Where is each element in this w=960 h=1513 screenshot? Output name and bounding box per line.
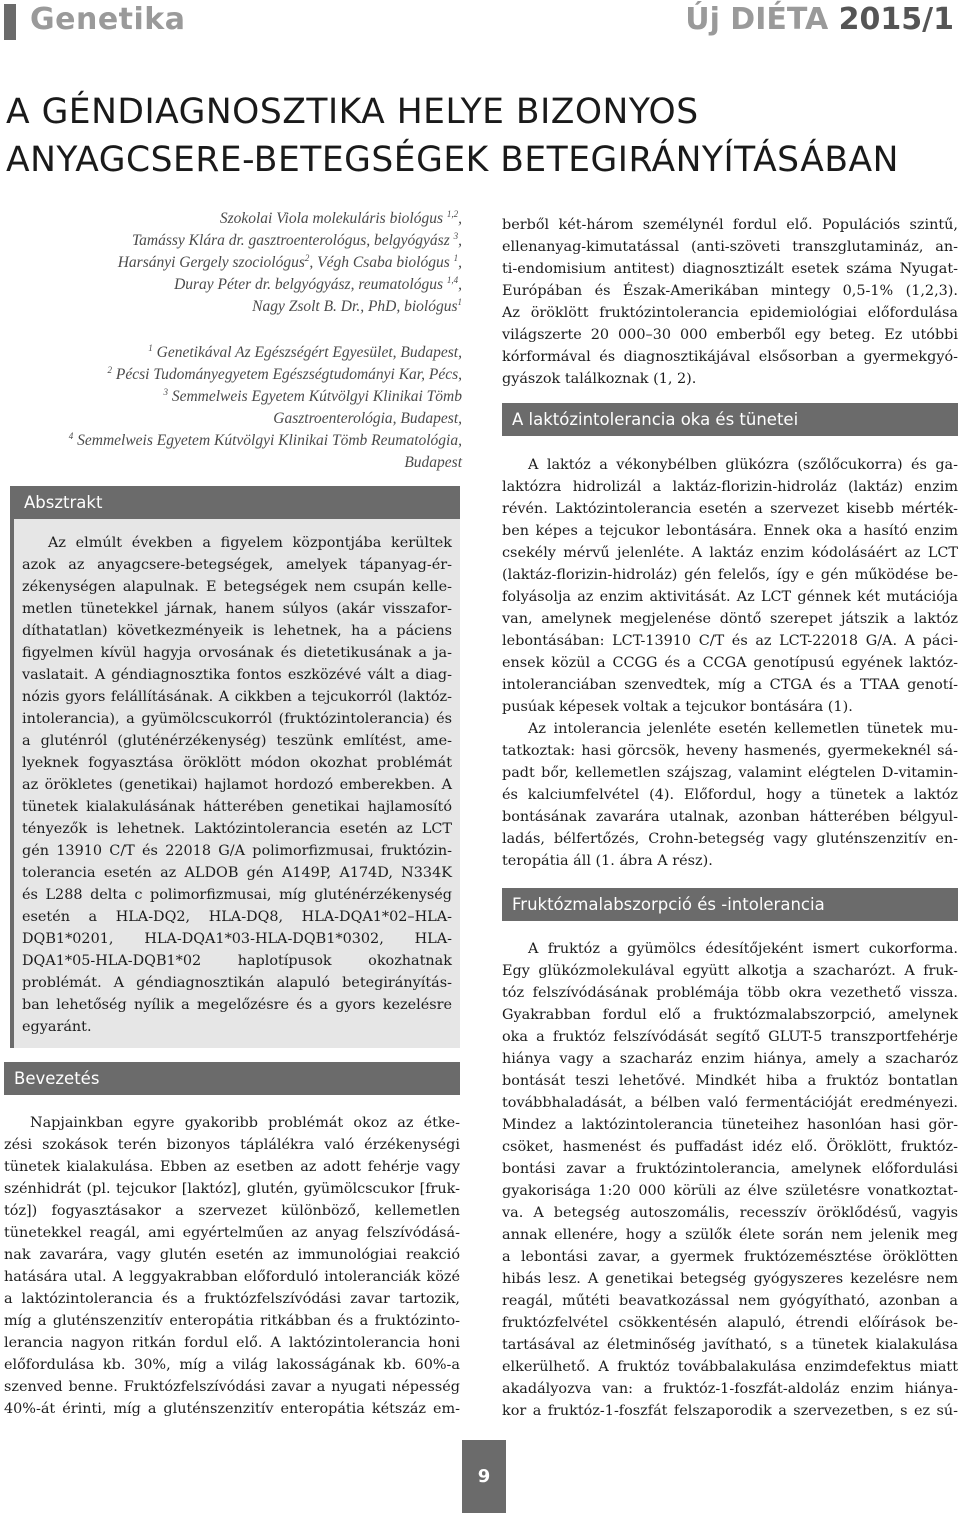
title-line: ANYAGCSERE-BETEGSÉGEK BETEGIRÁNYÍTÁSÁBAN: [6, 140, 899, 180]
text-line: Az öröklött fruktózintolerancia epidemiológiai előfordulása: [502, 305, 958, 321]
text-line: lyeknek fogyasztása öröklött módon okozhat problémát: [22, 755, 452, 771]
abstract-heading: Absztrakt: [14, 486, 460, 519]
journal-label: [685, 2, 954, 37]
text-line: bontását teszi lehetővé. Mindkét hiba a fruktóz bontatlan: [502, 1073, 958, 1089]
text-line: oka a fruktóz felszívódását segítő GLUT-5 transzportfehérje: [502, 1029, 958, 1045]
affiliation-text: Semmelweis Egyetem Kútvölgyi Klinikai Tömb: [171, 388, 462, 405]
text-line: vaslatait. A géndiagnosztika fontos eszközévé vált a diag-: [22, 667, 452, 683]
text-line: tóz]) fogyasztásakor a szervezet különböző, kellemetlen: [4, 1203, 460, 1219]
text-line: egyaránt.: [22, 1019, 92, 1035]
text-line: gyászok találkoznak (1, 2).: [502, 371, 697, 387]
text-line: továbbhaladását, a bélben való fermentációját eredményezi.: [502, 1095, 958, 1111]
author-sup: 1,4: [446, 274, 459, 285]
header-accent-bar: [4, 4, 16, 40]
text-line: bontásának zavarára utalnak, azonban hátterében bélgyul-: [502, 809, 958, 825]
text-line: elkerülhető. A fruktóz továbbalakulása enzimdefektus miatt: [502, 1359, 958, 1375]
text-line: hatására utal. A leggyakrabban előforduló intoleranciák közé: [4, 1269, 460, 1285]
text-line: laktózra hidrolizál a laktáz-florizin-hidroláz (laktáz) enzim: [502, 479, 958, 495]
title-line: A GÉNDIAGNOSZTIKA HELYE BIZONYOS: [6, 92, 699, 132]
text-line: ben képes a tejcukor lebontására. Ennek oka a hasító enzim: [502, 523, 958, 539]
abstract-text: [22, 532, 452, 1038]
text-line: teropátia áll (1. ábra A rész).: [502, 853, 713, 869]
author-sup: 2: [304, 252, 310, 263]
author-line: Tamássy Klára dr. gasztroenterológus, belgyógyász $^3$,: [131, 230, 462, 249]
affiliation-line: Gasztroenterológia, Budapest,: [273, 410, 462, 427]
text-line: zékenységen alapulnak. E betegségek nem csupán kelle-: [22, 579, 452, 595]
text-line: van, amelynek megjelenése döntő szerepet játszik a laktóz: [502, 611, 958, 627]
page-number: 9: [462, 1440, 506, 1513]
text-line: gyakorisága 1:20 000 körüli az élve születésre vonatkoztat-: [502, 1183, 958, 1199]
text-line: szenved benne. Fruktózfelszívódási zavar a nyugati népesség: [4, 1379, 460, 1395]
author-text: Nagy Zsolt B. Dr., PhD, biológus: [252, 298, 458, 315]
lactose-text: [502, 454, 958, 872]
author-text: Harsányi Gergely szociológus: [117, 254, 305, 271]
text-line: A laktóz a vékonybélben glükózra (szőlőcukorra) és ga-: [528, 457, 958, 473]
author-list: [30, 208, 462, 318]
text-line: ladás, bélfertőzés, Crohn-betegség vagy gluténszenzitív en-: [502, 831, 958, 847]
affiliation-sup: 2: [107, 364, 113, 375]
text-line: tóz felszívódásának problémája több okra vezethető vissza.: [502, 985, 958, 1001]
text-line: ban lehetőség nyílik a megelőzésre és a gyors kezelésre: [22, 997, 452, 1013]
text-line: a laktózintolerancia és a fruktózfelszívódási zavar tartozik,: [4, 1291, 460, 1307]
text-line: berből két-három személynél fordul elő. Populációs szintű,: [502, 217, 958, 233]
page-header: [0, 0, 960, 44]
text-line: tünetekkel reagál, ami egyértelműen az anyag felszívódásá-: [4, 1225, 460, 1241]
text-line: fruktózfelvétel csökkentésén alapuló, étrendi előírások be-: [502, 1315, 958, 1331]
affiliation-text: Semmelweis Egyetem Kútvölgyi Klinikai Tömb Reumatológia,: [77, 432, 462, 449]
affiliation-line: Budapest: [404, 454, 462, 471]
affiliation-line: [30, 342, 462, 364]
text-line: annak ellenére, hogy a szülők élete során nem jelenik meg: [502, 1227, 958, 1243]
author-line: [30, 296, 462, 318]
affiliation-sup: 1: [148, 342, 153, 353]
affiliation-text: Pécsi Tudományegyetem Egészségtudományi Kar, Pécs,: [115, 366, 462, 383]
text-line: Mindez a laktózintolerancia tüneteihez hasonlóan hasi gör-: [502, 1117, 958, 1133]
text-line: folyásolja az enzim aktivitását. Az LCT génnek két mutációja: [502, 589, 958, 605]
author-sup: 1,2: [446, 208, 459, 219]
author-sup: 1: [453, 252, 459, 263]
text-line: problémát. A géndiagnosztikán alapuló betegirányítás-: [22, 975, 452, 991]
text-line: tolerancia esetén az ALDOB gén A149P, A174D, N334K: [22, 865, 452, 881]
text-line: az örökletes (genetikai) hajlamot hordozó emberekben. A: [22, 777, 452, 793]
text-line: Gyakrabban fordul elő a fruktózmalabszorpció, amelynek: [502, 1007, 958, 1023]
text-line: lebontásában: LCT-13910 C/T és az LCT-22018 G/A. A páci-: [502, 633, 958, 649]
author-sup: 3: [453, 230, 459, 241]
text-line: bontási zavar a fruktózintolerancia, amelynek előfordulási: [502, 1161, 958, 1177]
intro-heading: Bevezetés: [4, 1062, 460, 1095]
text-line: és L288 delta c polimorfizmusai, míg gluténérzékenység: [22, 887, 452, 903]
text-line: va. A betegség autoszomális, recesszív öröklődésű, vagyis: [502, 1205, 958, 1221]
author-text: Tamássy Klára dr. gasztroenterológus, belgyógyász: [131, 232, 450, 249]
text-line: esetén a HLA-DQ2, HLA-DQ8, HLA-DQA1*02–HLA-: [22, 909, 452, 925]
text-line: tünetek kialakulásának hátterében genetikai hajlamosító: [22, 799, 452, 815]
text-line: a gluténról (gluténérzékenység) teszünk említést, ame-: [22, 733, 452, 749]
text-line: intoleranciában szenvedtek, míg a CTGA és a TTAA genotí-: [502, 677, 958, 693]
text-line: Az elmúlt években a figyelem központjába kerültek: [48, 535, 452, 551]
text-line: tünetek kialakulása. Ebben az esetben az adott fehérje vagy: [4, 1159, 460, 1175]
affiliation-line: [30, 430, 462, 452]
text-line: nózis gyors felállításának. A cikkben a tejcukorról (laktóz-: [22, 689, 452, 705]
text-line: nak zavarára, vagy glutén esetén az immunológiai reakció: [4, 1247, 460, 1263]
text-line: metlen tünetekkel járnak, hanem súlyos (akár visszafor-: [22, 601, 452, 617]
text-line: Az intolerancia jelenléte esetén kellemetlen tünetek mu-: [528, 721, 958, 737]
author-text: , Végh Csaba biológus: [309, 254, 450, 271]
lactose-heading: A laktózintolerancia oka és tünetei: [502, 403, 958, 436]
author-line: Duray Péter dr. belgyógyász, reumatológus $^{1,4}$,: [174, 274, 462, 293]
author-line: Harsányi Gergely szociológus$^2$, Végh Csaba biológus $^1$,: [117, 252, 462, 271]
text-line: kórformával és diagnosztikájával elsősorban a gyermekgyó-: [502, 349, 958, 365]
text-line: gén 13910 C/T és 22018 G/A polimorfizmusai, fruktózin-: [22, 843, 452, 859]
text-line: világszerte 20 000–30 000 emberből egy beteg. Ez utóbbi: [502, 327, 958, 343]
text-line: zési szokások terén bizonyos táplálékra való érzékenységi: [4, 1137, 460, 1153]
text-line: előfordulása kb. 30%, míg a világ lakosságának kb. 60%-a: [4, 1357, 460, 1373]
fructose-heading: Fruktózmalabszorpció és -intolerancia: [502, 888, 958, 921]
fructose-text: [502, 938, 958, 1422]
affiliation-list: [30, 342, 462, 474]
author-line: Szokolai Viola molekuláris biológus $^{1,2}$,: [219, 208, 462, 227]
intro-text: [4, 1112, 460, 1420]
author-text: Szokolai Viola molekuláris biológus: [219, 210, 443, 227]
text-line: DQA1*05-HLA-DQB1*02 haplotípusok okozhatnak: [22, 953, 452, 969]
author-text: Duray Péter dr. belgyógyász, reumatológus: [174, 276, 443, 293]
text-line: Egy glükózmolekulával együtt alkotja a szacharózt. A fruk-: [502, 963, 958, 979]
text-line: tartásával az életminőség javítható, s a tünetek kialakulása: [502, 1337, 958, 1353]
text-line: hiánya vagy a szacharáz enzim hiánya, amely a szacharóz: [502, 1051, 958, 1067]
text-line: akadályozva van: a fruktóz-1-foszfát-aldoláz enzim hiánya-: [502, 1381, 958, 1397]
text-line: csekély mérvű jelenléte. A laktáz enzim kódolásáért az LCT: [502, 545, 958, 561]
text-line: Napjainkban egyre gyakoribb problémát okoz az étke-: [30, 1115, 460, 1131]
abstract-side-bar: [10, 486, 14, 1048]
text-line: révén. Laktózintolerancia esetén a szervezet kisebb mérték-: [502, 501, 958, 517]
text-line: díthatatlan) következményeik is lehetnek, ha a páciens: [22, 623, 452, 639]
journal-issue: 2015/1: [838, 2, 954, 37]
text-line: Európában és Észak-Amerikában mintegy 0,5-1% (1,2,3).: [502, 283, 958, 299]
text-line: reagál, műtéti beavatkozással nem gyógyítható, azonban a: [502, 1293, 958, 1309]
author-sup: 1: [457, 296, 462, 307]
journal-name: Új DIÉTA: [685, 2, 829, 37]
affiliation-sup: 3: [163, 386, 168, 397]
affiliation-line: [30, 364, 462, 386]
text-line: és kalciumfelvétel (4). Előfordul, hogy a tünetek a laktóz: [502, 787, 958, 803]
text-line: tényezők is lehetnek. Laktózintolerancia esetén az LCT: [22, 821, 452, 837]
text-line: intolerancia), a gyümölcscukorról (fruktózintolerancia) és: [22, 711, 452, 727]
text-line: figyelmen kívül hagyja orvosának és dietetikusának a ja-: [22, 645, 452, 661]
text-line: kor a fruktóz-1-foszfát felszaporodik a szervezetben, s ez sú-: [502, 1403, 958, 1419]
text-line: ellenanyag-kimutatással (anti-szöveti transzglutamináz, an-: [502, 239, 958, 255]
text-line: azok az anyagcsere-betegségek, amelyek tápanyag-ér-: [22, 557, 452, 573]
text-line: 40%-át érinti, míg a gluténszenzitív enteropátia kétszáz em-: [4, 1401, 460, 1417]
affiliation-sup: 4: [68, 430, 74, 441]
intro-continued-text: [502, 214, 958, 390]
text-line: ensek közül a CCGG és a CCGA genotípusú egyének laktóz-: [502, 655, 958, 671]
section-label: Genetika: [30, 2, 186, 37]
text-line: lerancia nagyon ritkán fordul elő. A laktózintolerancia honi: [4, 1335, 460, 1351]
text-line: pusúak képesek voltak a tejcukor bontására (1).: [502, 699, 853, 715]
text-line: a lebontási zavar, a gyermek fruktózemésztése öröklötten: [502, 1249, 958, 1265]
text-line: tatkoztak: hasi görcsök, heveny hasmenés, gyermekeknél sá-: [502, 743, 958, 759]
text-line: ti-endomisium antitest) diagnosztizált esetek száma Nyugat-: [502, 261, 958, 277]
text-line: padt bőr, kellemetlen szájszag, valamint elégtelen D-vitamin-: [502, 765, 958, 781]
text-line: DQB1*0201, HLA-DQA1*03-HLA-DQB1*0302, HLA-: [22, 931, 452, 947]
text-line: A fruktóz a gyümölcs édesítőjeként ismert cukorforma.: [528, 941, 958, 957]
text-line: míg a gluténszenzitív enteropátia ritkábban és a fruktózinto-: [4, 1313, 460, 1329]
text-line: csöket, hasmenést és puffadást idéz elő. Öröklött, fruktóz-: [502, 1139, 958, 1155]
affiliation-text: Genetikával Az Egészségért Egyesület, Budapest,: [156, 344, 462, 361]
text-line: (laktáz-florizin-hidroláz) gén felelős, így e gén működése be-: [502, 567, 958, 583]
text-line: hibás lesz. A genetikai betegség gyógyszeres kezelésre nem: [502, 1271, 958, 1287]
article-title: [6, 88, 956, 184]
text-line: szénhidrát (pl. tejcukor [laktóz], glutén, gyümölcscukor [fruk-: [4, 1181, 460, 1197]
affiliation-line: [30, 386, 462, 408]
